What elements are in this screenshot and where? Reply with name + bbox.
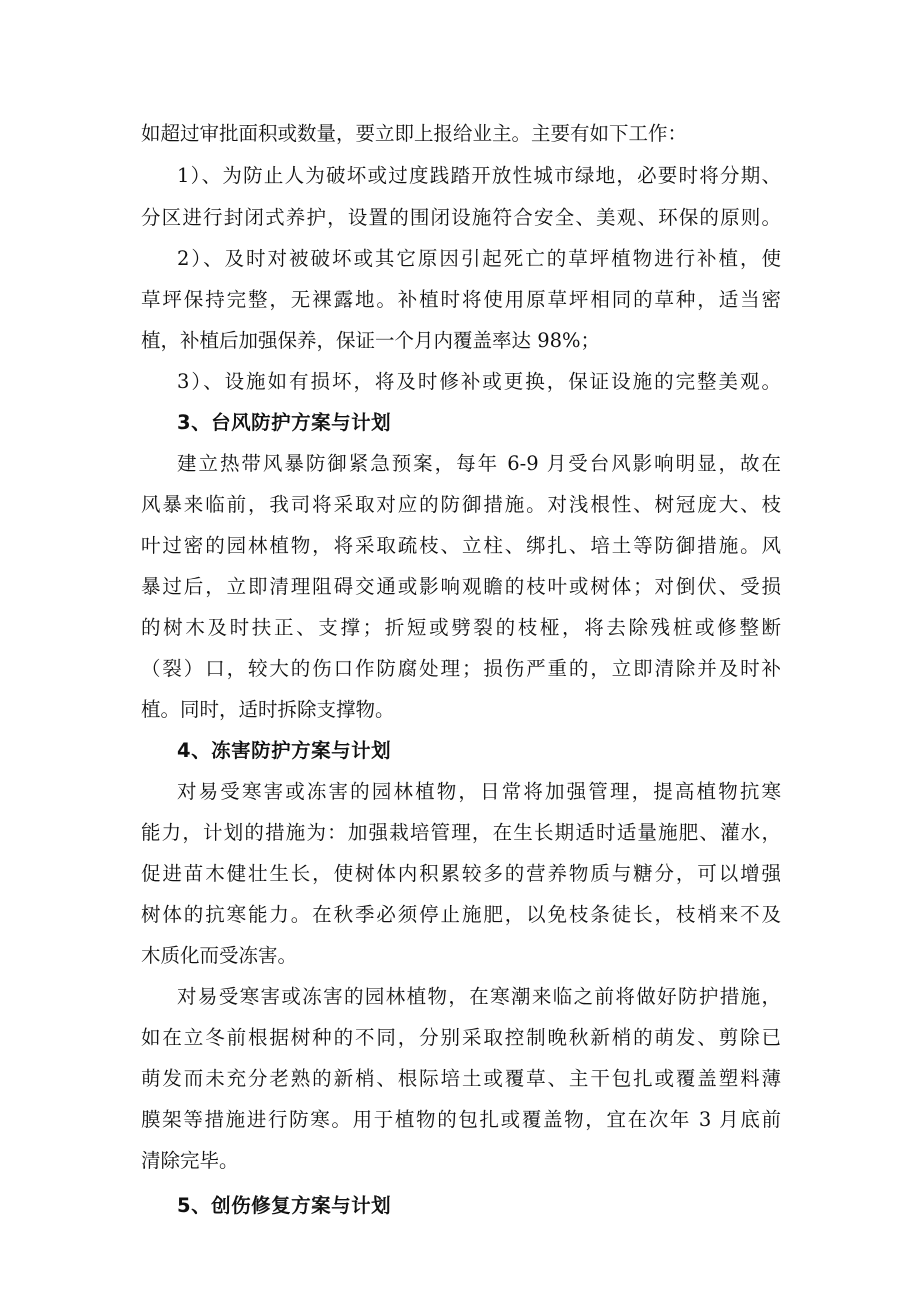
section-heading: 5、创伤修复方案与计划 bbox=[177, 1194, 392, 1217]
section-heading: 4、冻害防护方案与计划 bbox=[177, 739, 392, 762]
paragraph-line: （裂）口，较大的伤口作防腐处理；损伤严重的，立即清除并及时补 bbox=[141, 657, 781, 680]
paragraph-line: 2）、及时对被破坏或其它原因引起死亡的草坪植物进行补植，使 bbox=[177, 247, 781, 270]
paragraph-line: 草坪保持完整，无裸露地。补植时将使用原草坪相同的草种，适当密 bbox=[141, 288, 781, 311]
paragraph-line: 风暴来临前，我司将采取对应的防御措施。对浅根性、树冠庞大、枝 bbox=[141, 493, 781, 516]
paragraph-line: 对易受寒害或冻害的园林植物，在寒潮来临之前将做好防护措施， bbox=[177, 985, 781, 1008]
paragraph-line: 树体的抗寒能力。在秋季必须停止施肥，以免枝条徒长，枝梢来不及 bbox=[141, 903, 781, 926]
paragraph-line: 促进苗木健壮生长，使树体内积累较多的营养物质与糖分，可以增强 bbox=[141, 862, 781, 885]
paragraph-line: 建立热带风暴防御紧急预案，每年 6-9 月受台风影响明显，故在 bbox=[177, 452, 781, 475]
paragraph-line: 3）、设施如有损坏，将及时修补或更换，保证设施的完整美观。 bbox=[177, 370, 781, 393]
paragraph-line: 叶过密的园林植物，将采取疏枝、立柱、绑扎、培土等防御措施。风 bbox=[141, 534, 781, 557]
paragraph-line: 分区进行封闭式养护，设置的围闭设施符合安全、美观、环保的原则。 bbox=[141, 206, 781, 229]
paragraph-line: 暴过后，立即清理阻碍交通或影响观瞻的枝叶或树体；对倒伏、受损 bbox=[141, 575, 781, 598]
paragraph-line: 植，补植后加强保养，保证一个月内覆盖率达 98%； bbox=[141, 329, 601, 352]
paragraph-line: 如超过审批面积或数量，要立即上报给业主。主要有如下工作： bbox=[141, 122, 688, 145]
paragraph-line: 如在立冬前根据树种的不同，分别采取控制晚秋新梢的萌发、剪除已 bbox=[141, 1026, 781, 1049]
paragraph-line: 能力，计划的措施为：加强栽培管理，在生长期适时适量施肥、灌水， bbox=[141, 821, 781, 844]
paragraph-line: 膜架等措施进行防寒。用于植物的包扎或覆盖物，宜在次年 3 月底前 bbox=[141, 1108, 781, 1131]
paragraph-line: 木质化而受冻害。 bbox=[141, 944, 298, 967]
paragraph-line: 萌发而未充分老熟的新梢、根际培土或覆草、主干包扎或覆盖塑料薄 bbox=[141, 1067, 781, 1090]
paragraph-line: 清除完毕。 bbox=[141, 1149, 239, 1172]
section-heading: 3、台风防护方案与计划 bbox=[177, 411, 392, 434]
paragraph-line: 的树木及时扶正、支撑；折短或劈裂的枝桠，将去除残桩或修整断 bbox=[141, 616, 781, 639]
paragraph-line: 对易受寒害或冻害的园林植物，日常将加强管理，提高植物抗寒 bbox=[177, 780, 781, 803]
paragraph-line: 1）、为防止人为破坏或过度践踏开放性城市绿地，必要时将分期、 bbox=[177, 164, 781, 187]
paragraph-line: 植。同时，适时拆除支撑物。 bbox=[141, 698, 395, 721]
